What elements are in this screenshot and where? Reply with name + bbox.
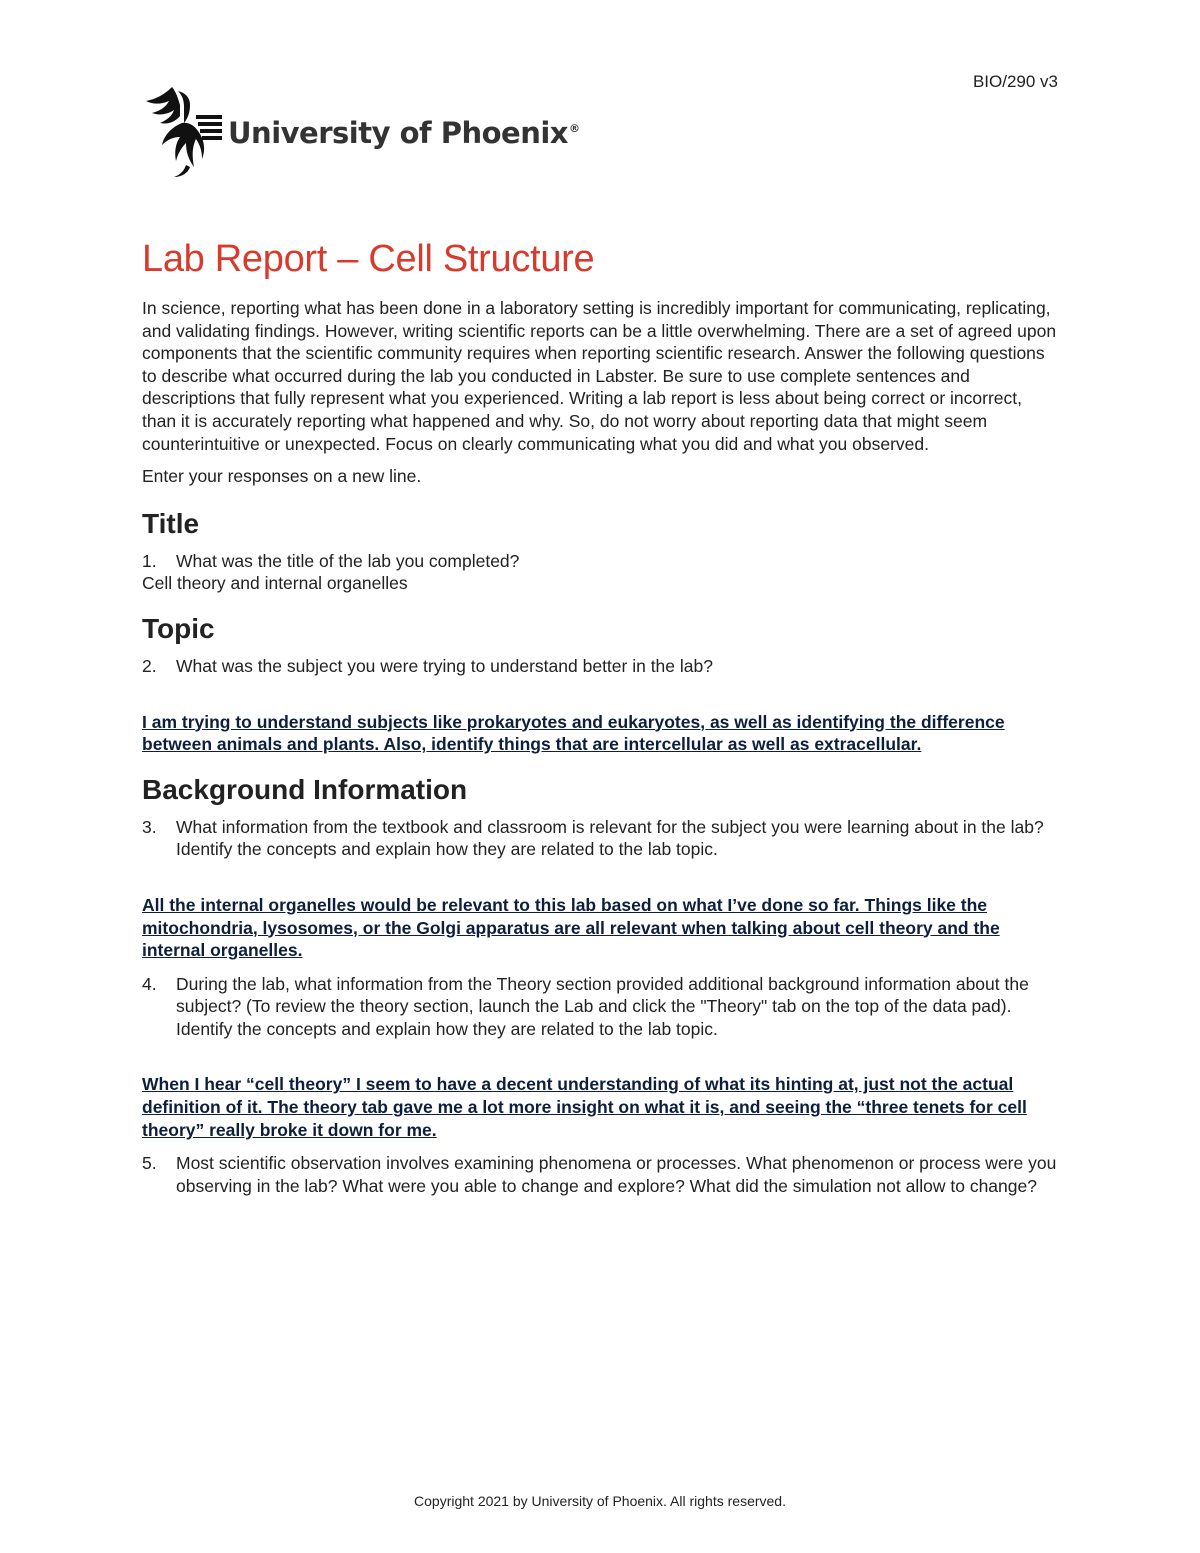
section-heading-title: Title bbox=[142, 507, 200, 539]
document-title: Lab Report – Cell Structure bbox=[142, 238, 595, 280]
question-4 bbox=[142, 973, 1060, 1041]
question-number: 3. bbox=[142, 816, 157, 837]
intro-paragraph: In science, reporting what has been done in a laboratory setting is incredibly important for communicating, replicating, and validating findings. However, writing scientific reports can be a little overwhelming. There are a set of agreed upon components that the scientific community requires when reporting scientific research. Answer the following questions to describe what occurred during the lab you conducted in Labster. Be sure to use complete sentences and descriptions that fully represent what you experienced. Writing a lab report is less about being correct or incorrect, than it is accurately reporting what happened and why. So, do not worry about reporting data that might seem counterintuitive or unexpected. Focus on clearly communicating what you did and what you observed. bbox=[142, 298, 1057, 454]
question-number: 4. bbox=[142, 973, 157, 994]
question-number: 5. bbox=[142, 1153, 157, 1174]
question-number: 1. bbox=[142, 550, 157, 571]
copyright-footer: Copyright 2021 by University of Phoenix. All rights reserved. bbox=[414, 1493, 786, 1509]
answer-3: All the internal organelles would be relevant to this lab based on what I’ve done so far. Things like the mitochondria, lysosomes, or the Golgi apparatus are all relevant when talking about cell theory and the internal organelles. bbox=[142, 894, 1000, 961]
question-5 bbox=[142, 1152, 1060, 1197]
document-content bbox=[142, 238, 1060, 1197]
question-text: Most scientific observation involves examining phenomena or processes. What phenomenon or process were you observing in the lab? What were you able to change and explore? What did the simulation not allow to change? bbox=[176, 1153, 1057, 1196]
phoenix-bird-icon bbox=[142, 85, 222, 177]
section-heading-topic: Topic bbox=[142, 612, 215, 644]
question-number: 2. bbox=[142, 655, 157, 676]
answer-4: When I hear “cell theory” I seem to have a decent understanding of what its hinting at, just not the actual definition of it. The theory tab gave me a lot more insight on what it is, and seeing the “three tenets for cell theory” really broke it down for me. bbox=[142, 1074, 1027, 1140]
instruction-text: Enter your responses on a new line. bbox=[142, 466, 422, 487]
question-3 bbox=[142, 816, 1060, 861]
question-text: What was the subject you were trying to understand better in the lab? bbox=[176, 655, 713, 676]
logo-wordmark: University of Phoenix® bbox=[228, 116, 580, 150]
course-code: BIO/290 v3 bbox=[972, 72, 1058, 91]
answer-1: Cell theory and internal organelles bbox=[142, 573, 408, 594]
university-logo bbox=[142, 85, 580, 177]
question-2 bbox=[142, 655, 1060, 678]
question-1 bbox=[142, 550, 1060, 573]
section-heading-background: Background Information bbox=[142, 773, 468, 805]
question-text: What information from the textbook and classroom is relevant for the subject you were learning about in the lab? Identify the concepts and explain how they are related to the lab topic. bbox=[176, 816, 1044, 860]
registered-mark: ® bbox=[569, 122, 580, 135]
answer-2: I am trying to understand subjects like prokaryotes and eukaryotes, as well as identifying the difference between animals and plants. Also, identify things that are intercellular as well as extracellular. bbox=[142, 711, 1005, 755]
question-text: During the lab, what information from the Theory section provided additional background information about the subject? (To review the theory section, launch the Lab and click the "Theory" tab on the top of the data pad). Identify the concepts and explain how they are related to the lab topic. bbox=[176, 973, 1029, 1039]
question-text: What was the title of the lab you completed? bbox=[176, 550, 520, 571]
